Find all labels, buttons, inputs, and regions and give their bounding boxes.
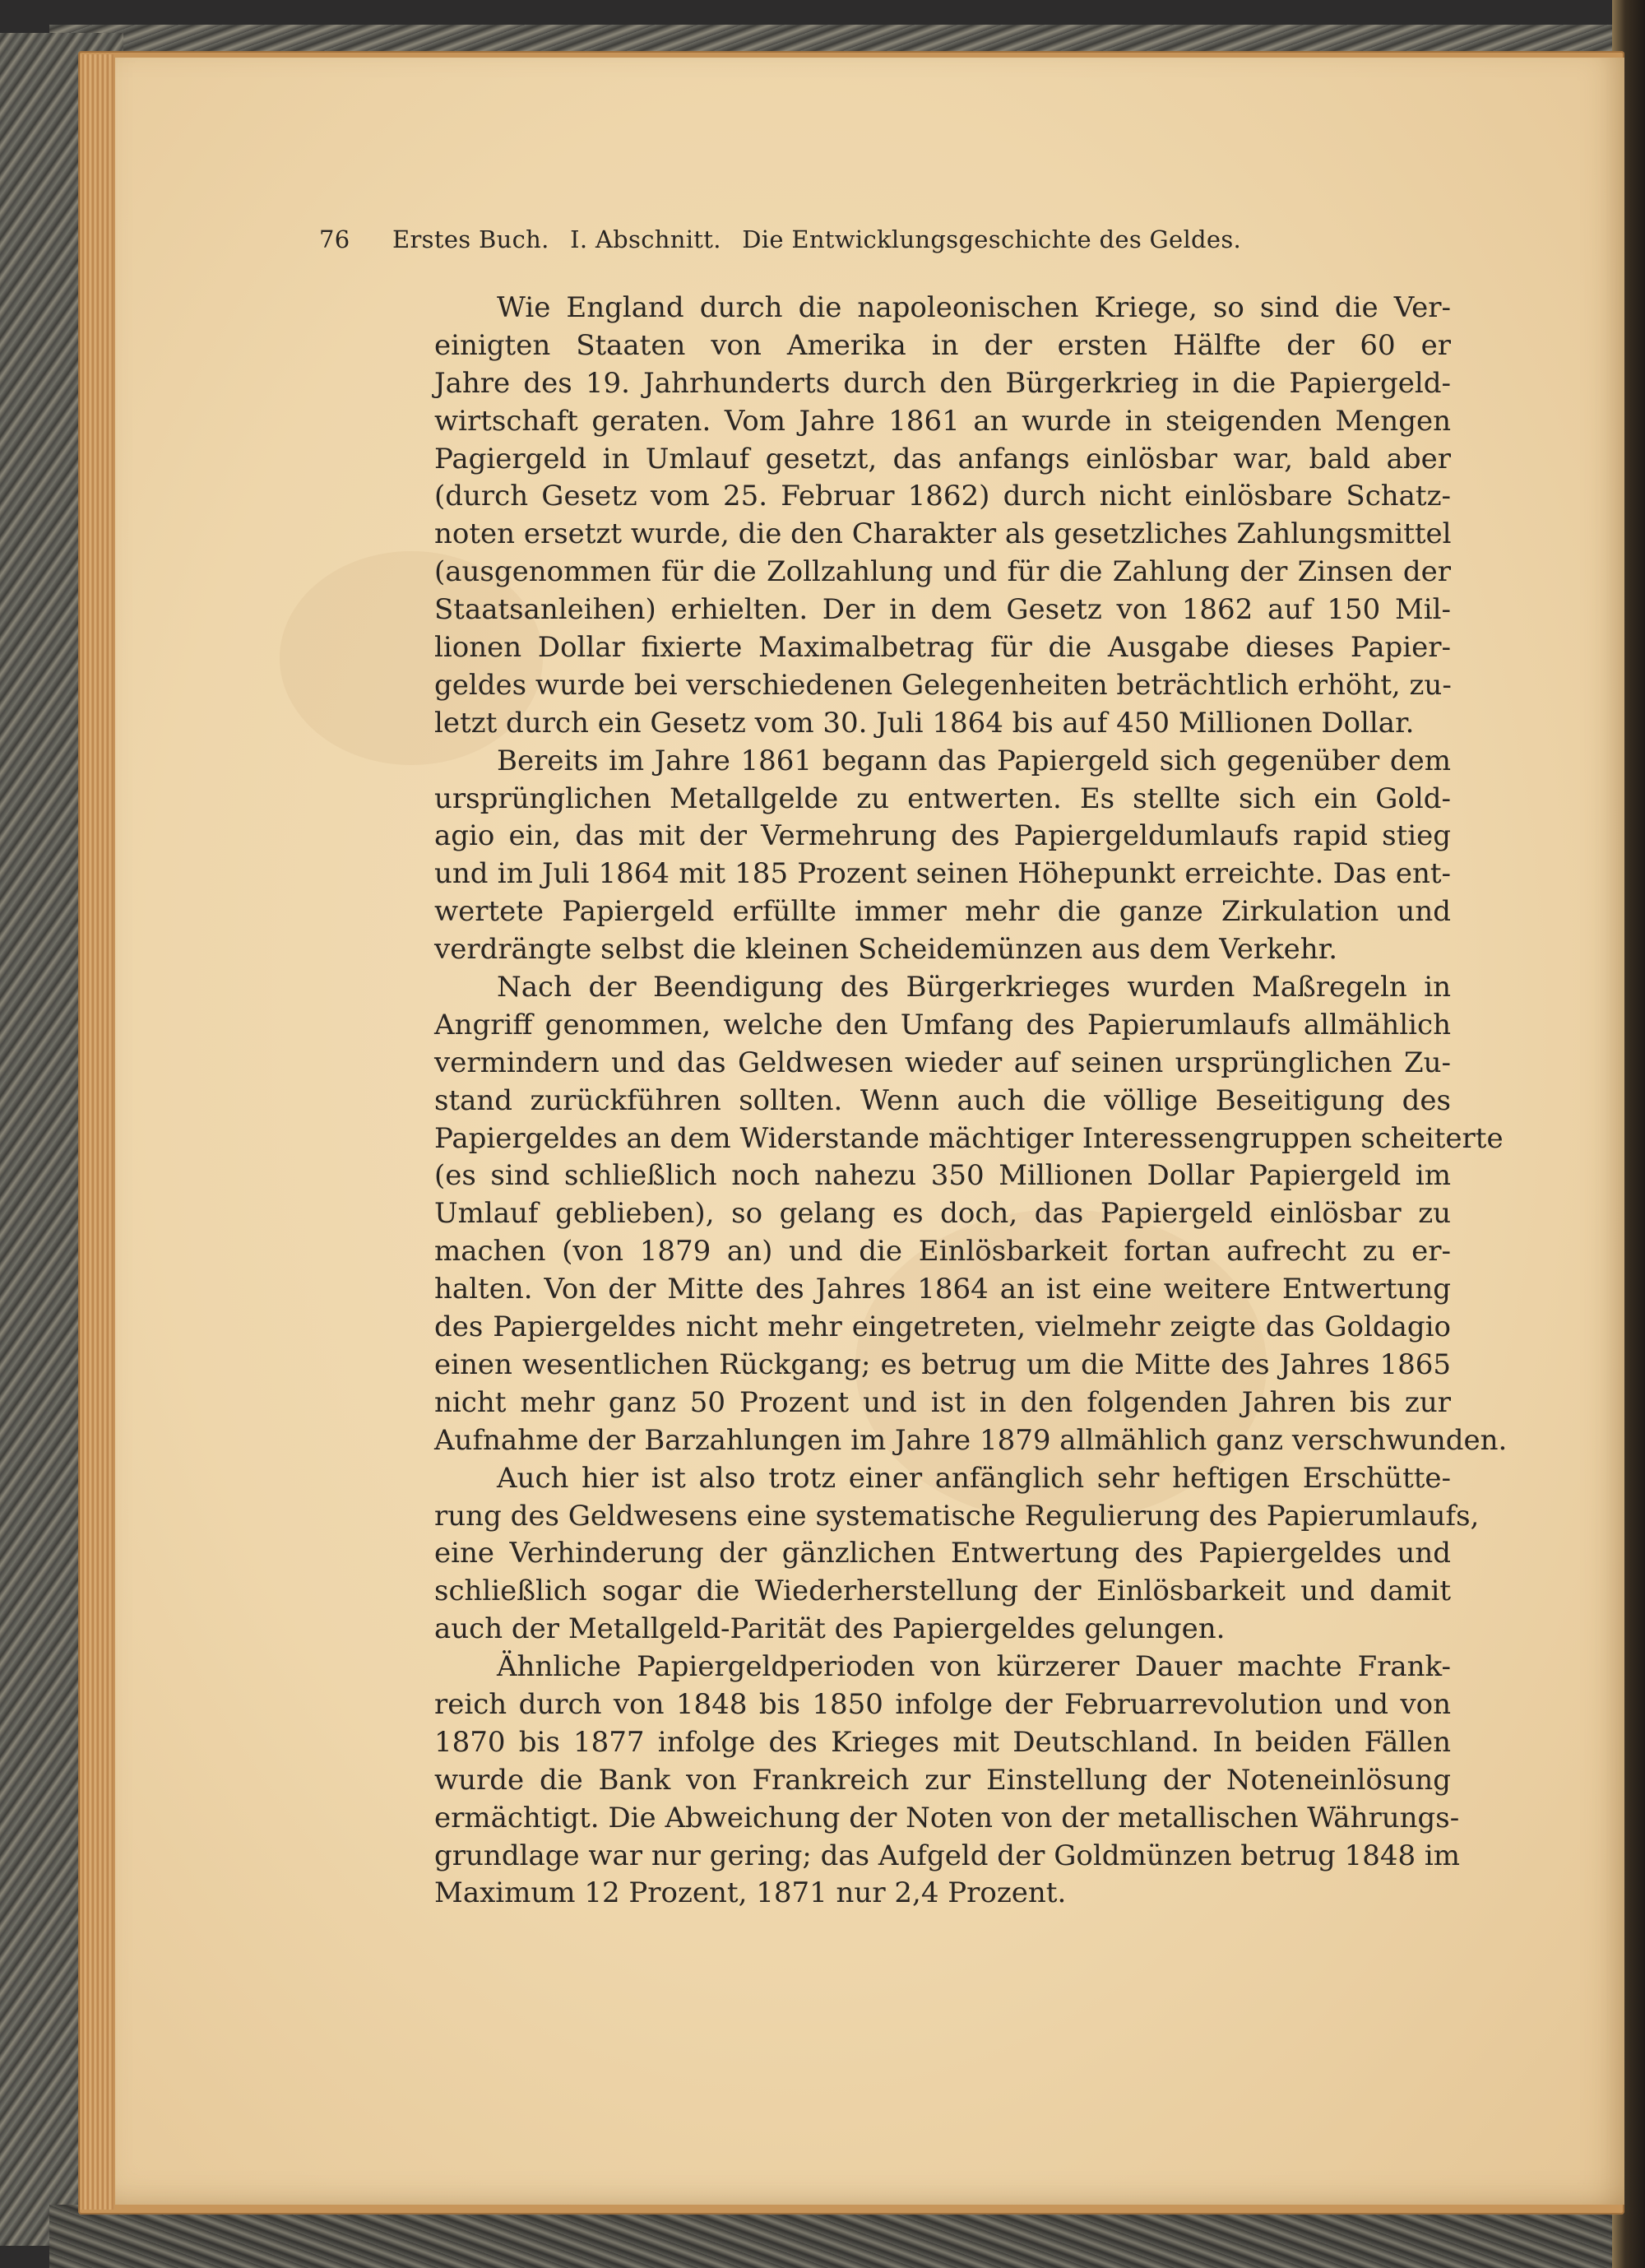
- text-line: Maximum 12 Prozent, 1871 nur 2,4 Prozent.: [434, 1876, 1067, 1910]
- text-line: Jahre des 19. Jahrhunderts durch den Bürgerkrieg in die Papiergeld-: [434, 366, 1451, 400]
- running-header: [319, 225, 1388, 253]
- text-line: auch der Metallgeld-Parität des Papiergeldes gelungen.: [434, 1612, 1226, 1646]
- text-line: noten ersetzt wurde, die den Charakter als gesetzliches Zahlungsmittel: [434, 517, 1452, 551]
- text-line: lionen Dollar fixierte Maximalbetrag für die Ausgabe dieses Papier-: [434, 631, 1451, 665]
- page-stack-lines: [81, 54, 114, 2210]
- text-line: Auch hier ist also trotz einer anfänglich sehr heftigen Erschütte-: [497, 1461, 1451, 1495]
- text-line: Ähnliche Papiergeldperioden von kürzerer Dauer machte Frank-: [497, 1650, 1451, 1684]
- text-line: vermindern und das Geldwesen wieder auf seinen ursprünglichen Zu-: [434, 1046, 1451, 1079]
- text-line: stand zurückführen sollten. Wenn auch die völlige Beseitigung des: [434, 1083, 1451, 1117]
- text-line: 1870 bis 1877 infolge des Krieges mit Deutschland. In beiden Fällen: [434, 1725, 1451, 1759]
- text-line: wurde die Bank von Frankreich zur Einstellung der Noteneinlösung: [434, 1763, 1451, 1797]
- text-line: Bereits im Jahre 1861 begann das Papiergeld sich gegenüber dem: [497, 744, 1451, 777]
- text-line: Pagiergeld in Umlauf gesetzt, das anfangs einlösbar war, bald aber: [434, 442, 1451, 475]
- text-line: letzt durch ein Gesetz vom 30. Juli 1864 bis auf 450 Millionen Dollar.: [434, 706, 1415, 740]
- text-line: machen (von 1879 an) und die Einlösbarkeit fortan aufrecht zu er-: [434, 1235, 1451, 1269]
- page-number: 76: [319, 225, 350, 253]
- text-line: eine Verhinderung der gänzlichen Entwertung des Papiergeldes und: [434, 1537, 1451, 1570]
- text-line: wirtschaft geraten. Vom Jahre 1861 an wurde in steigenden Mengen: [434, 404, 1451, 438]
- text-line: und im Juli 1864 mit 185 Prozent seinen Höhepunkt erreichte. Das ent-: [434, 857, 1451, 891]
- text-line: nicht mehr ganz 50 Prozent und ist in den folgenden Jahren bis zur: [434, 1385, 1451, 1419]
- text-line: wertete Papiergeld erfüllte immer mehr die ganze Zirkulation und: [434, 895, 1451, 929]
- book-label: Erstes Buch.: [392, 225, 549, 253]
- text-line: Papiergeldes an dem Widerstande mächtiger Interessengruppen scheiterte: [434, 1121, 1504, 1155]
- text-line: Nach der Beendigung des Bürgerkrieges wurden Maßregeln in: [497, 971, 1451, 1004]
- text-line: (ausgenommen für die Zollzahlung und für die Zahlung der Zinsen der: [434, 555, 1451, 589]
- text-line: schließlich sogar die Wiederherstellung der Einlösbarkeit und damit: [434, 1575, 1451, 1608]
- text-line: Wie England durch die napoleonischen Kriege, so sind die Ver-: [497, 291, 1451, 324]
- text-line: grundlage war nur gering; das Aufgeld der Goldmünzen betrug 1848 im: [434, 1839, 1461, 1872]
- section-label: I. Abschnitt.: [570, 225, 721, 253]
- text-line: Staatsanleihen) erhielten. Der in dem Gesetz von 1862 auf 150 Mil-: [434, 593, 1451, 627]
- text-line: agio ein, das mit der Vermehrung des Papiergeldumlaufs rapid stieg: [434, 819, 1451, 853]
- text-line: Aufnahme der Barzahlungen im Jahre 1879 allmählich ganz verschwunden.: [434, 1423, 1508, 1457]
- text-line: einigten Staaten von Amerika in der ersten Hälfte der 60 er: [434, 328, 1451, 362]
- body-text: [434, 290, 1508, 1913]
- text-line: Umlauf geblieben), so gelang es doch, das Papiergeld einlösbar zu: [434, 1197, 1451, 1231]
- text-line: rung des Geldwesens eine systematische Regulierung des Papierumlaufs,: [434, 1499, 1480, 1533]
- text-line: geldes wurde bei verschiedenen Gelegenheiten beträchtlich erhöht, zu-: [434, 668, 1452, 702]
- text-line: (durch Gesetz vom 25. Februar 1862) durch nicht einlösbare Schatz-: [434, 480, 1451, 513]
- text-line: reich durch von 1848 bis 1850 infolge der Februarrevolution und von: [434, 1687, 1451, 1721]
- text-line: einen wesentlichen Rückgang; es betrug um die Mitte des Jahres 1865: [434, 1347, 1451, 1381]
- text-line: des Papiergeldes nicht mehr eingetreten, vielmehr zeigte das Goldagio: [434, 1310, 1451, 1344]
- text-line: ermächtigt. Die Abweichung der Noten von der metallischen Währungs-: [434, 1801, 1460, 1834]
- text-line: Angriff genommen, welche den Umfang des Papierumlaufs allmählich: [434, 1008, 1451, 1041]
- chapter-title: Die Entwicklungsgeschichte des Geldes.: [742, 225, 1242, 253]
- text-line: (es sind schließlich noch nahezu 350 Millionen Dollar Papiergeld im: [434, 1159, 1451, 1193]
- text-line: halten. Von der Mitte des Jahres 1864 an ist eine weitere Entwertung: [434, 1273, 1451, 1306]
- text-line: verdrängte selbst die kleinen Scheidemünzen aus dem Verkehr.: [434, 933, 1338, 967]
- text-line: ursprünglichen Metallgelde zu entwerten. Es stellte sich ein Gold-: [434, 782, 1451, 815]
